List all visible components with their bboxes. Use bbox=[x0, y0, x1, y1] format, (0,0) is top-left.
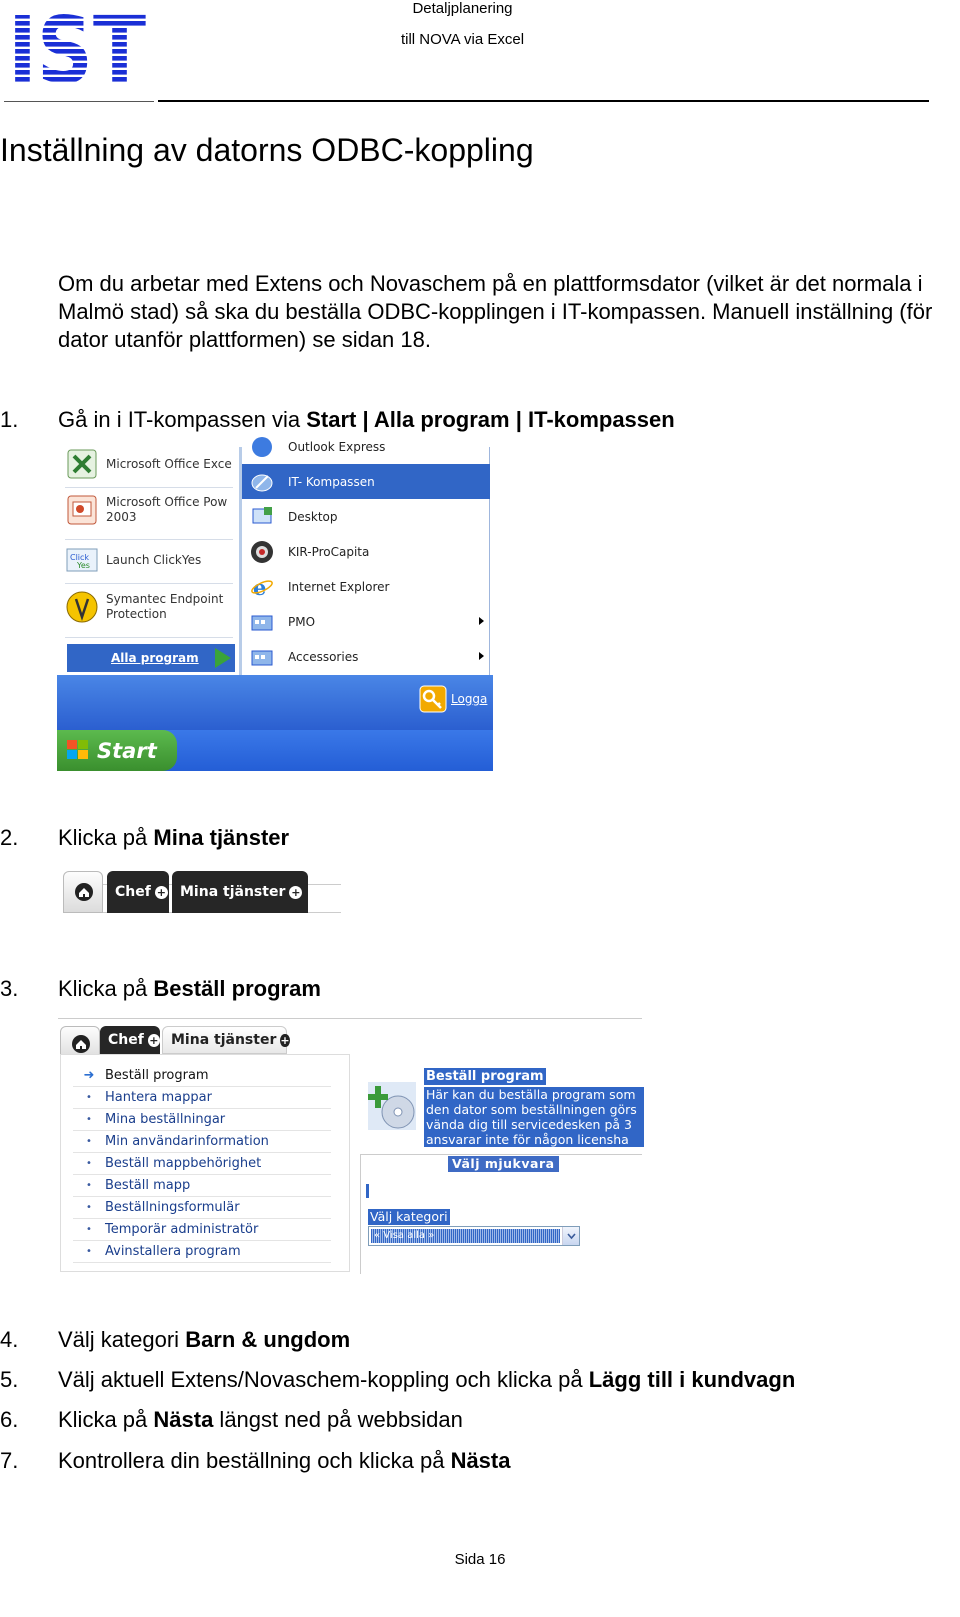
service-menu bbox=[60, 1054, 350, 1272]
category-select-value: « Visa alla » bbox=[371, 1229, 560, 1243]
menu-item-label: Mina beställningar bbox=[105, 1112, 226, 1127]
start-label: Start bbox=[97, 738, 157, 763]
step-bold-text: Lägg till i kundvagn bbox=[588, 1367, 796, 1392]
menu-item-label: Beställ program bbox=[105, 1068, 209, 1083]
menu-item-label: Temporär administratör bbox=[105, 1222, 259, 1237]
tab-mina-tjanster-label: Mina tjänster bbox=[180, 884, 286, 900]
menu-item-label: Hantera mappar bbox=[105, 1090, 212, 1105]
menu-item-hantera-mappar[interactable] bbox=[73, 1087, 331, 1109]
bullet-icon: • bbox=[86, 1092, 92, 1103]
it-kompassen-icon bbox=[250, 470, 274, 494]
arrow-right-icon: ➜ bbox=[83, 1068, 95, 1083]
key-icon bbox=[419, 685, 447, 713]
panel-description bbox=[424, 1087, 644, 1147]
menu-item-outlook[interactable] bbox=[242, 429, 490, 464]
text-cursor bbox=[366, 1184, 369, 1198]
menu-item-clickyes[interactable] bbox=[65, 543, 201, 577]
step-text: Klicka på bbox=[58, 825, 154, 850]
step-number: 6. bbox=[0, 1407, 19, 1432]
menu-item-label: Beställningsformulär bbox=[105, 1200, 240, 1215]
clickyes-icon bbox=[65, 543, 99, 577]
menu-item-label: Min användarinformation bbox=[105, 1134, 269, 1149]
folder-icon bbox=[250, 610, 274, 634]
plus-circle-icon: + bbox=[149, 1033, 159, 1047]
all-programs-button[interactable] bbox=[67, 644, 235, 672]
panel-divider-vertical bbox=[360, 1154, 361, 1274]
valj-kategori-label: Välj kategori bbox=[370, 1209, 448, 1224]
software-cd-icon bbox=[364, 1078, 420, 1134]
submenu-arrow-icon bbox=[479, 652, 484, 660]
menu-item-label: Microsoft Office Pow 2003 bbox=[106, 495, 228, 524]
menu-item-label: Outlook Express bbox=[288, 439, 386, 454]
menu-item-bestall-program[interactable] bbox=[73, 1065, 331, 1087]
step-text: Välj aktuell Extens/Novaschem-koppling och klicka på bbox=[58, 1367, 589, 1392]
page-number: Sida 16 bbox=[454, 1551, 506, 1568]
plus-circle-icon: + bbox=[291, 885, 301, 899]
tab-mina-tjanster[interactable] bbox=[172, 871, 308, 913]
category-select[interactable] bbox=[368, 1226, 580, 1246]
menu-item-label: IT- Kompassen bbox=[288, 474, 375, 489]
step-number: 5. bbox=[0, 1367, 19, 1392]
step-bold-text: Start | Alla program | IT-kompassen bbox=[306, 407, 675, 432]
bullet-icon: • bbox=[86, 1158, 92, 1169]
header-rule-left bbox=[4, 101, 154, 102]
step-bold-text: Barn & ungdom bbox=[185, 1327, 351, 1352]
start-menu-screenshot bbox=[57, 439, 493, 771]
menu-item-label: Beställ mappbehörighet bbox=[105, 1156, 262, 1171]
bullet-icon: • bbox=[86, 1114, 92, 1125]
header-rule-right bbox=[158, 100, 929, 102]
step-number: 3. bbox=[0, 976, 19, 1001]
menu-divider bbox=[65, 637, 233, 638]
menu-item-kir-procapita[interactable] bbox=[242, 534, 490, 569]
step-bold-text: Mina tjänster bbox=[153, 825, 290, 850]
panel-description-line: ansvarar inte för någon licensha bbox=[426, 1132, 629, 1147]
step-text: Välj kategori bbox=[58, 1327, 186, 1352]
bullet-icon: • bbox=[86, 1202, 92, 1213]
panel-description-line: vända dig till servicedesken på 3 bbox=[426, 1117, 632, 1132]
step-number: 1. bbox=[0, 407, 19, 432]
menu-item-label: Internet Explorer bbox=[288, 579, 390, 594]
menu-item-bestallningsformular[interactable] bbox=[73, 1197, 331, 1219]
folder-icon bbox=[250, 645, 274, 669]
menu-item-label: KIR-ProCapita bbox=[288, 544, 370, 559]
menu-item-label: Microsoft Office Exce bbox=[106, 456, 232, 471]
menu-item-internet-explorer[interactable] bbox=[242, 569, 490, 604]
svg-text:Click: Click bbox=[70, 553, 90, 562]
menu-item-accessories[interactable] bbox=[242, 639, 490, 674]
menu-item-label: Symantec Endpoint Protection bbox=[106, 592, 224, 621]
home-icon bbox=[71, 1034, 91, 1054]
panel-description-line: Här kan du beställa program som bbox=[426, 1087, 636, 1102]
valj-mjukvara-button[interactable]: Välj mjukvara bbox=[448, 1156, 559, 1172]
svg-text:Yes: Yes bbox=[77, 561, 90, 570]
menu-item-mina-bestallningar[interactable] bbox=[73, 1109, 331, 1131]
start-button[interactable] bbox=[57, 730, 177, 771]
chevron-down-icon[interactable] bbox=[562, 1227, 579, 1245]
desktop-icon bbox=[250, 505, 274, 529]
powerpoint-icon bbox=[65, 493, 99, 527]
submenu-arrow-icon bbox=[479, 617, 484, 625]
tab-mina-tjanster-label: Mina tjänster bbox=[171, 1032, 277, 1048]
step-bold-text: Beställ program bbox=[153, 976, 321, 1001]
step-text: Klicka på bbox=[58, 1407, 154, 1432]
panel-title: Beställ program bbox=[426, 1069, 544, 1084]
step-text: Gå in i IT-kompassen via bbox=[58, 407, 307, 432]
menu-item-symantec[interactable] bbox=[65, 590, 223, 624]
step-number: 2. bbox=[0, 825, 19, 850]
plus-circle-icon: + bbox=[156, 885, 166, 899]
menu-item-label: Launch ClickYes bbox=[106, 552, 202, 567]
tab-chef[interactable] bbox=[100, 1026, 160, 1054]
menu-item-label: Avinstallera program bbox=[105, 1244, 241, 1259]
bullet-icon: • bbox=[86, 1180, 92, 1191]
menu-item-desktop[interactable] bbox=[242, 499, 490, 534]
menu-item-it-kompassen[interactable] bbox=[242, 464, 490, 499]
bullet-icon: • bbox=[86, 1224, 92, 1235]
step-number: 7. bbox=[0, 1448, 19, 1473]
menu-item-bestall-mapp[interactable] bbox=[73, 1175, 331, 1197]
excel-icon bbox=[65, 447, 99, 481]
menu-item-label: Beställ mapp bbox=[105, 1178, 191, 1193]
home-button[interactable] bbox=[63, 871, 103, 913]
menu-item-pmo[interactable] bbox=[242, 604, 490, 639]
menu-item-powerpoint[interactable] bbox=[65, 493, 227, 527]
home-icon bbox=[74, 882, 94, 902]
nav-tabs-screenshot bbox=[63, 868, 341, 914]
order-program-panel bbox=[360, 1064, 642, 1274]
all-programs-submenu bbox=[242, 439, 490, 675]
tab-top-line bbox=[58, 1018, 642, 1019]
menu-item-excel[interactable] bbox=[65, 447, 232, 481]
panel-divider bbox=[360, 1154, 642, 1155]
ie-icon bbox=[250, 575, 274, 599]
step-text-suffix: längst ned på webbsidan bbox=[213, 1407, 463, 1432]
bullet-icon: • bbox=[86, 1136, 92, 1147]
menu-item-avinstallera-program[interactable] bbox=[73, 1241, 331, 1263]
logoff-button[interactable] bbox=[419, 685, 487, 713]
menu-item-label: PMO bbox=[288, 614, 316, 629]
logoff-label: Logga bbox=[451, 692, 488, 706]
menu-divider bbox=[65, 487, 233, 488]
start-menu-left-pane bbox=[57, 447, 239, 675]
windows-flag-icon bbox=[67, 740, 89, 760]
tab-mina-tjanster[interactable] bbox=[162, 1026, 290, 1054]
step-text: Klicka på bbox=[58, 976, 154, 1001]
menu-item-bestall-mappbehorighet[interactable] bbox=[73, 1153, 331, 1175]
order-program-screenshot bbox=[58, 1014, 642, 1274]
menu-item-min-anvandarinformation[interactable] bbox=[73, 1131, 331, 1153]
symantec-icon bbox=[65, 590, 99, 624]
menu-item-label: Desktop bbox=[288, 509, 338, 524]
document-title-line2: till NOVA via Excel bbox=[400, 31, 525, 48]
intro-paragraph: Om du arbetar med Extens och Novaschem på en plattformsdator (vilket är det normala i Malmö stad) så ska du beställa ODBC-kopplingen i IT-kompassen. Manuell inställning (för dator utanför plattformen) se sidan 18. bbox=[58, 271, 933, 352]
all-programs-label: Alla program bbox=[111, 651, 199, 665]
menu-divider bbox=[65, 583, 233, 584]
menu-divider bbox=[65, 539, 233, 540]
document-title-line1: Detaljplanering bbox=[412, 0, 513, 17]
menu-item-label: Accessories bbox=[288, 649, 359, 664]
kir-icon bbox=[250, 540, 274, 564]
svg-text:e: e bbox=[253, 574, 267, 600]
step-bold-text: Nästa bbox=[153, 1407, 214, 1432]
panel-description-line: den dator som beställningen görs bbox=[426, 1102, 637, 1117]
page-heading: Inställning av datorns ODBC-koppling bbox=[0, 132, 534, 168]
arrow-right-icon bbox=[215, 648, 231, 668]
document-title bbox=[400, 0, 525, 48]
tab-chef[interactable] bbox=[107, 871, 169, 913]
step-number: 4. bbox=[0, 1327, 19, 1352]
plus-circle-icon: + bbox=[280, 1033, 290, 1047]
ist-logo bbox=[8, 14, 146, 84]
step-bold-text: Nästa bbox=[450, 1448, 511, 1473]
menu-item-temporar-administrator[interactable] bbox=[73, 1219, 331, 1241]
step-text: Kontrollera din beställning och klicka på bbox=[58, 1448, 451, 1473]
tab-chef-label: Chef bbox=[108, 1032, 144, 1048]
tab-chef-label: Chef bbox=[115, 884, 151, 900]
bullet-icon: • bbox=[86, 1246, 92, 1257]
outlook-icon bbox=[250, 435, 274, 459]
